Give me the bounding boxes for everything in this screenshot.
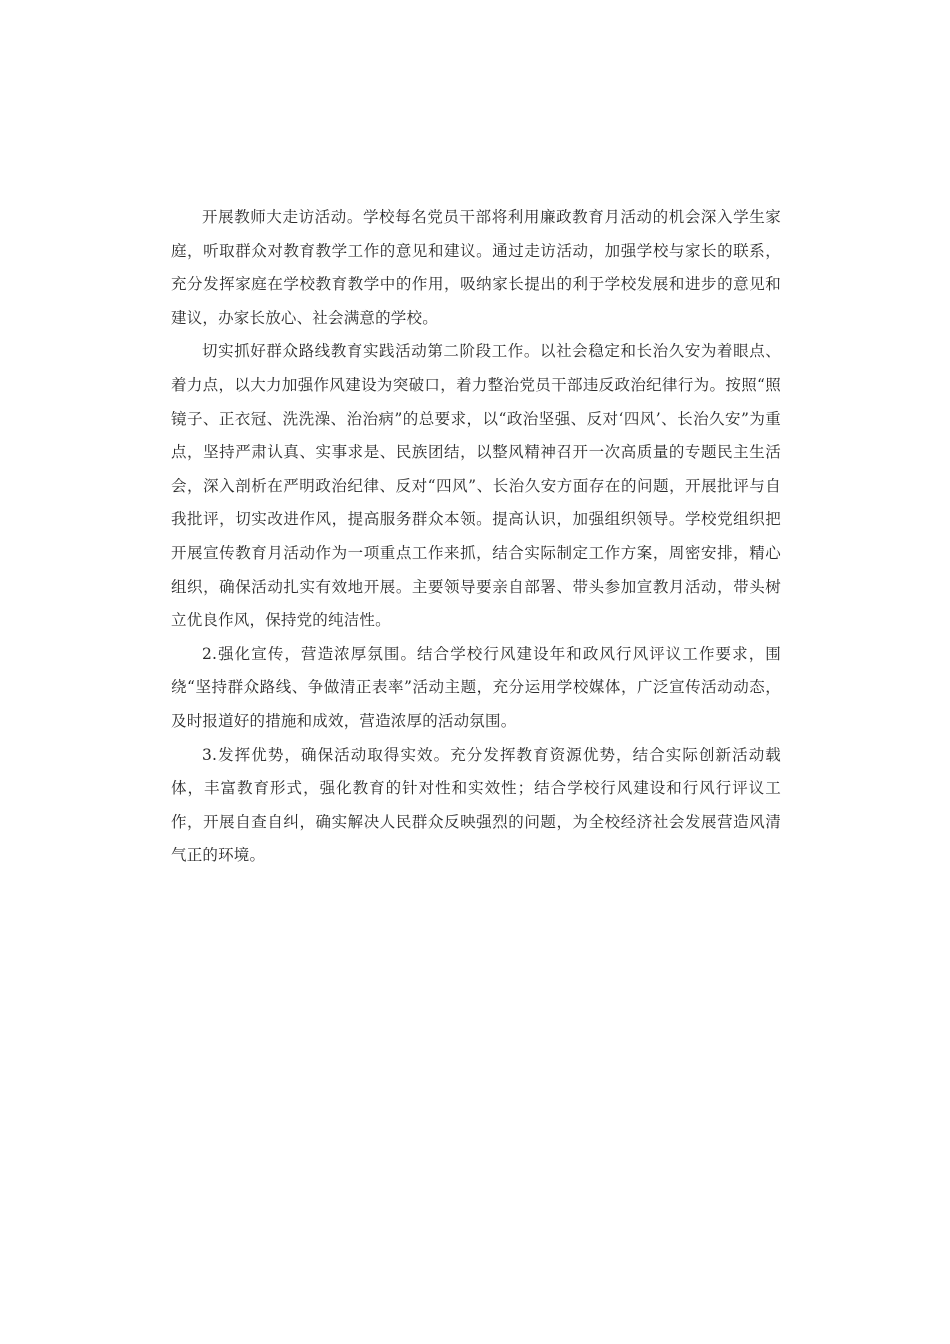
paragraph-teacher-visits: 开展教师大走访活动。学校每名党员干部将利用廉政教育月活动的机会深入学生家庭，听取群众对教育教学工作的意见和建议。通过走访活动，加强学校与家长的联系，充分发挥家庭在学校教育教学中的作用，吸纳家长提出的利于学校发展和进步的意见和建议，办家长放心、社会满意的学校。 xyxy=(171,208,781,327)
document-body xyxy=(171,201,781,873)
paragraph-strengthen-publicity: 2.强化宣传，营造浓厚氛围。结合学校行风建设年和政风行风评议工作要求，围绕“坚持群众路线、争做清正表率”活动主题，充分运用学校媒体，广泛宣传活动动态，及时报道好的措施和成效，营造浓厚的活动氛围。 xyxy=(171,644,781,730)
paragraph-leverage-advantages: 3.发挥优势，确保活动取得实效。充分发挥教育资源优势，结合实际创新活动载体，丰富教育形式，强化教育的针对性和实效性；结合学校行风建设和行风行评议工作，开展自查自纠，确实解决人民群众反映强烈的问题，为全校经济社会发展营造风清气正的环境。 xyxy=(171,745,781,865)
paragraph-mass-line-campaign: 切实抓好群众路线教育实践活动第二阶段工作。以社会稳定和长治久安为着眼点、着力点，以大力加强作风建设为突破口，着力整治党员干部违反政治纪律行为。按照“照镜子、正衣冠、洗洗澡、治治病”的总要求，以“政治坚强、反对‘四风’、长治久安”为重点，坚持严肃认真、实事求是、民族团结，以整风精神召开一次高质量的专题民主生活会，深入剖析在严明政治纪律、反对“四风”、长治久安方面存在的问题，开展批评与自我批评，切实改进作风，提高服务群众本领。提高认识，加强组织领导。学校党组织把开展宣传教育月活动作为一项重点工作来抓，结合实际制定工作方案，周密安排，精心组织，确保活动扎实有效地开展。主要领导要亲自部署、带头参加宣教月活动，带头树立优良作风，保持党的纯洁性。 xyxy=(171,342,781,630)
